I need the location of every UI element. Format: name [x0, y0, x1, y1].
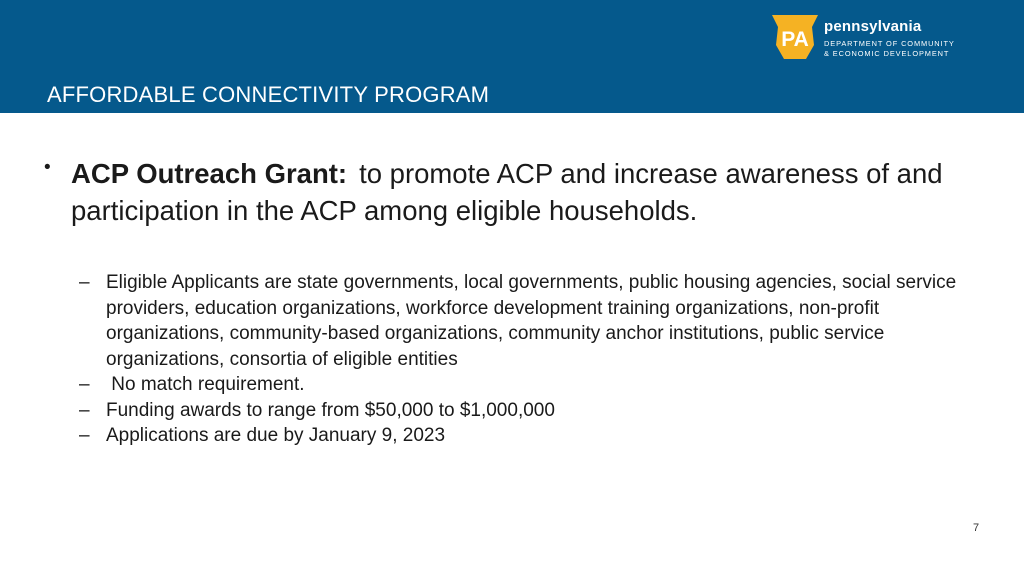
logo-department: [824, 39, 955, 58]
dash-marker: –: [79, 272, 90, 293]
sub-bullet-text: Eligible Applicants are state governments, local governments, public housing agencies, social service providers, education organizations, workforce development training organizations, non-profit organizations, community-based organizations, community anchor institutions, public service organizations, consortia of eligible entities: [106, 272, 957, 370]
dash-marker: –: [79, 374, 90, 395]
sub-bullet-list: [79, 270, 979, 449]
dash-marker: –: [79, 399, 90, 421]
logo-wordmark: pennsylvania: [824, 18, 922, 35]
logo-dept-line2: & ECONOMIC DEVELOPMENT: [824, 48, 950, 58]
sub-bullet-item: [79, 270, 979, 372]
grant-label: ACP Outreach Grant:: [71, 158, 348, 189]
sub-bullet-item: [79, 423, 979, 449]
grant-description: to promote ACP and increase awareness of and participation in the ACP among eligible households.: [71, 158, 943, 226]
sub-bullet-item: [79, 372, 979, 398]
pa-dced-logo: [771, 14, 971, 64]
main-bullet-text: [71, 155, 991, 229]
sub-bullet-item: [79, 398, 979, 424]
sub-bullet-text: No match requirement.: [106, 374, 305, 395]
slide-title: AFFORDABLE CONNECTIVITY PROGRAM: [47, 82, 490, 107]
dash-marker: –: [79, 425, 90, 446]
header-band: [0, 0, 1024, 113]
keystone-icon: [771, 14, 819, 60]
logo-badge-text: PA: [781, 28, 809, 51]
main-bullet-marker: •: [44, 157, 51, 178]
sub-bullet-text: Funding awards to range from $50,000 to $1,000,000: [106, 399, 555, 421]
page-number: 7: [973, 522, 980, 534]
logo-dept-line1: DEPARTMENT OF COMMUNITY: [824, 39, 955, 48]
sub-bullet-text: Applications are due by January 9, 2023: [106, 425, 446, 446]
